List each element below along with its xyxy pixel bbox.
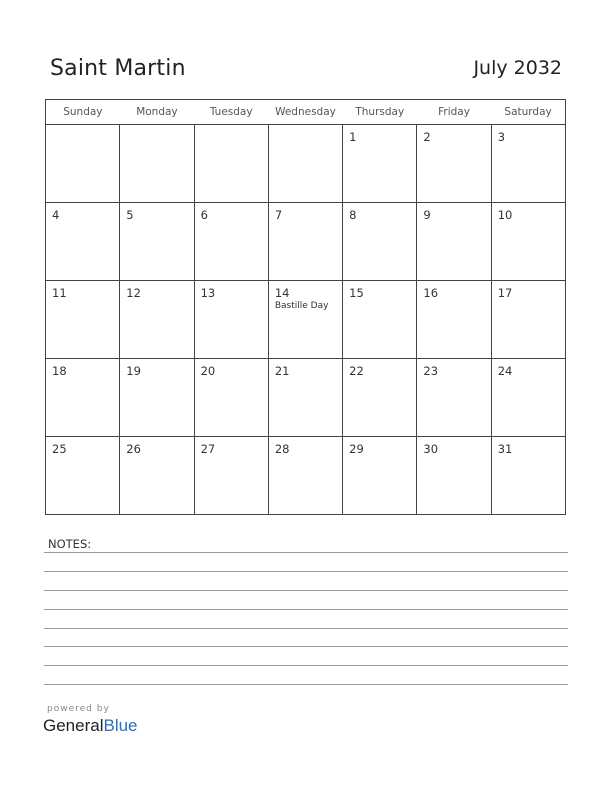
day-cell [417,203,491,281]
day-cell [194,203,268,281]
day-number: 11 [52,286,67,300]
day-cell [46,359,120,437]
note-line [44,646,568,647]
day-cell [268,437,342,515]
day-number: 20 [200,364,216,378]
day-cell [343,359,417,437]
day-cell [343,125,417,203]
day-cell [46,437,120,515]
day-cell [194,281,268,359]
day-cell [417,437,491,515]
day-cell [343,281,417,359]
country-title: Saint Martin [50,56,186,81]
weekday-header: Tuesday [194,100,268,125]
day-cell [46,203,120,281]
day-cell [194,125,268,203]
day-number: 10 [497,208,513,222]
week-row [46,281,566,359]
day-cell [491,437,565,515]
weekday-header: Friday [417,100,491,125]
note-line [44,552,568,553]
day-cell [491,203,565,281]
day-number: 25 [52,442,67,456]
brand-general: General [43,716,104,735]
day-number: 14 [274,286,290,300]
day-cell [46,281,120,359]
weekday-header: Saturday [491,100,565,125]
week-row [46,359,566,437]
day-number: 9 [423,208,431,222]
day-cell [46,125,120,203]
day-cell [343,203,417,281]
day-cell [343,437,417,515]
day-number: 31 [497,442,513,456]
note-line [44,665,568,666]
note-line [44,590,568,591]
day-cell [268,359,342,437]
day-number: 21 [274,364,290,378]
note-line [44,684,568,685]
day-number: 6 [200,208,208,222]
holiday-label: Bastille Day [274,301,329,311]
weekday-header-row [46,100,566,125]
day-cell [194,437,268,515]
day-number: 7 [274,208,283,222]
day-cell [491,125,565,203]
powered-by-label: powered by [47,704,110,714]
note-line [44,609,568,610]
brand-blue: Blue [103,716,138,735]
day-cell [417,359,491,437]
day-cell [491,359,565,437]
week-row [46,437,566,515]
calendar-body [46,125,566,515]
day-cell [194,359,268,437]
week-row [46,203,566,281]
note-line [44,571,568,572]
day-cell [417,125,491,203]
day-cell [491,281,565,359]
day-number: 2 [423,130,431,144]
day-number: 13 [200,286,216,300]
week-row [46,125,566,203]
weekday-header: Wednesday [268,100,342,125]
day-number: 28 [274,442,290,456]
day-number: 30 [423,442,439,456]
brand-logo [43,716,138,736]
day-cell [120,203,194,281]
day-number: 3 [497,130,506,144]
day-cell [120,125,194,203]
weekday-header: Monday [120,100,194,125]
day-cell [268,203,342,281]
day-number: 16 [423,286,439,300]
weekday-header: Sunday [46,100,120,125]
day-number: 24 [497,364,513,378]
day-number: 29 [349,442,364,456]
day-cell [268,125,342,203]
day-cell [120,437,194,515]
note-line [44,628,568,629]
day-cell [120,359,194,437]
day-number: 8 [349,208,357,222]
calendar-grid [45,99,566,515]
day-number: 18 [52,364,67,378]
day-cell [120,281,194,359]
day-number: 1 [349,130,357,144]
notes-label: NOTES: [48,537,92,551]
day-number: 26 [126,442,141,456]
day-number: 22 [349,364,364,378]
day-cell [268,281,342,359]
day-number: 23 [423,364,439,378]
day-number: 17 [497,286,513,300]
day-cell [417,281,491,359]
day-number: 27 [200,442,216,456]
weekday-header: Thursday [343,100,417,125]
day-number: 4 [52,208,60,222]
day-number: 15 [349,286,364,300]
month-year-label: July 2032 [473,57,562,79]
day-number: 12 [126,286,141,300]
day-number: 5 [126,208,134,222]
day-number: 19 [126,364,141,378]
